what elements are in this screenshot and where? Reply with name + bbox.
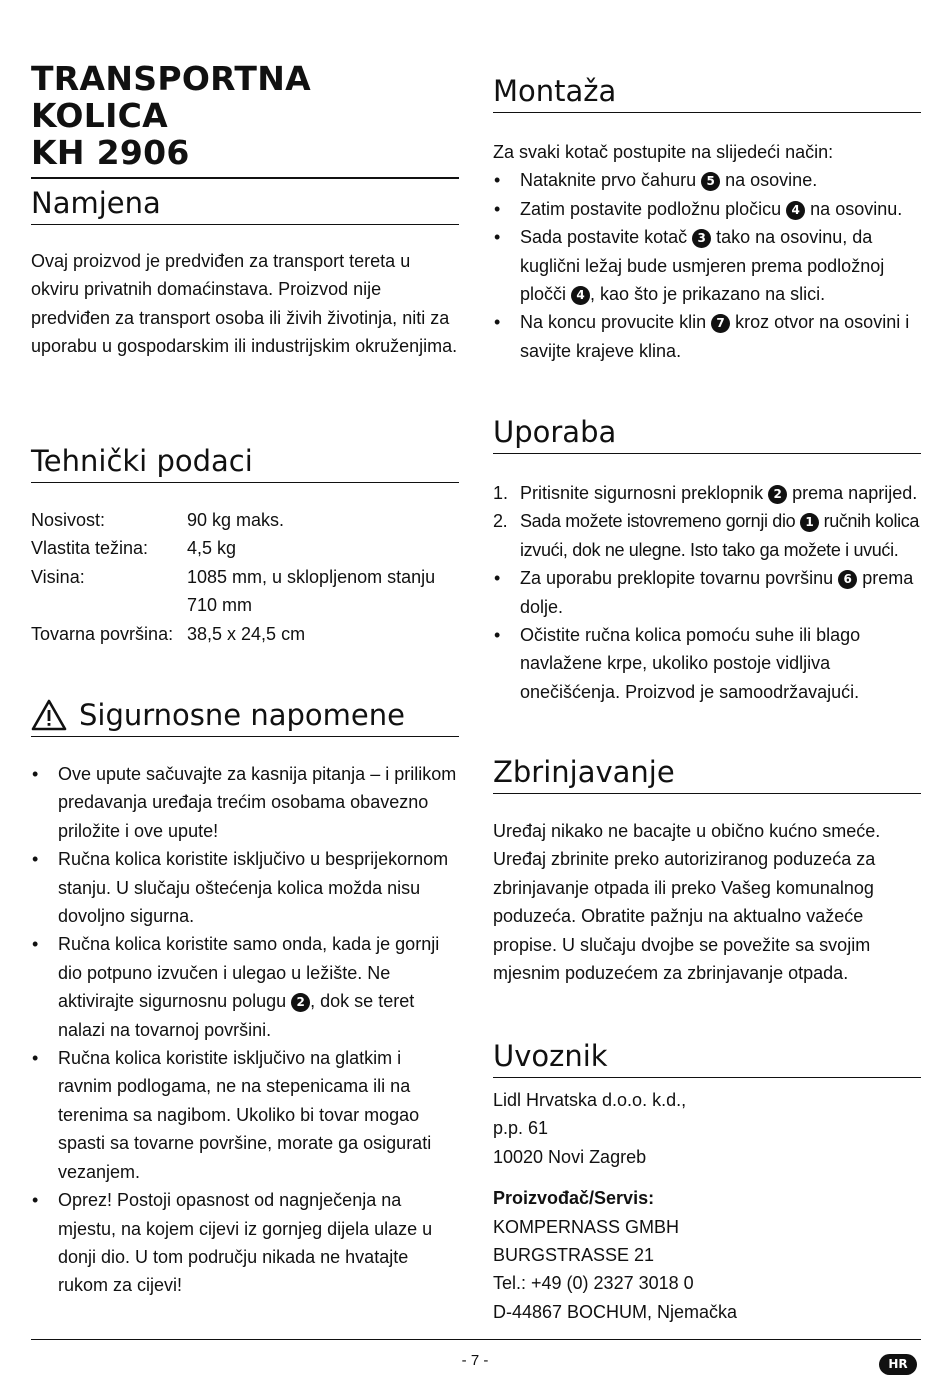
list-item-text: Oprez! Postoji opasnost od nagnječenja na mjestu, na kojem cijevi iz gornjeg dijela ulaze u donji dio. U tom području nikada ne hvatajte rukom za cijevi! bbox=[58, 1190, 433, 1296]
spec-row bbox=[31, 620, 459, 648]
list-item-text: prema dolje. bbox=[520, 568, 914, 617]
list-item-text: kroz otvor na osovini i savijte krajeve klina. bbox=[520, 312, 910, 361]
page-number: - 7 - bbox=[461, 1352, 489, 1369]
spec-row bbox=[31, 563, 459, 620]
warning-triangle-icon bbox=[31, 699, 67, 731]
heading-montaza-text: Montaža bbox=[493, 74, 617, 108]
list-item bbox=[31, 760, 459, 845]
list-item bbox=[31, 930, 459, 1044]
list-item-text: ručnih kolica izvući, dok ne ulegne. Isto tako ga možete i uvući. bbox=[520, 511, 920, 560]
uporaba-list bbox=[493, 564, 921, 706]
specs-table bbox=[31, 506, 459, 648]
list-item bbox=[493, 166, 921, 194]
list-item bbox=[31, 845, 459, 930]
address-line: BURGSTRASSE 21 bbox=[493, 1245, 655, 1266]
list-item-text: Za uporabu preklopite tovarnu površinu bbox=[520, 568, 834, 589]
section-zbrinjavanje bbox=[493, 755, 921, 987]
section-montaza bbox=[493, 74, 921, 365]
part-number-badge: 1 bbox=[800, 513, 819, 532]
address-line: KOMPERNASS GMBH bbox=[493, 1216, 680, 1237]
document-title bbox=[31, 60, 459, 179]
namjena-text: Ovaj proizvod je predviđen za transport tereta u okviru privatnih domaćinstava. Proizvod nije predviđen za transport osoba ili živih životinja, niti za uporabu u gospodarskim ili industrijskim okruženjima. bbox=[31, 251, 458, 357]
part-number-badge: 2 bbox=[768, 485, 787, 504]
list-item-text: Sada postavite kotač bbox=[520, 227, 688, 248]
spec-label: Vlastita težina: bbox=[31, 538, 149, 559]
list-item-text: prema naprijed. bbox=[792, 483, 918, 503]
section-tehnicki-podaci bbox=[31, 444, 459, 648]
part-number-badge: 3 bbox=[692, 229, 711, 248]
step-number: 2. bbox=[493, 511, 508, 532]
part-number-badge: 7 bbox=[711, 314, 730, 333]
spec-value: 1085 mm, u sklopljenom stanju 710 mm bbox=[187, 566, 436, 616]
montaza-list bbox=[493, 166, 921, 365]
list-item-text: , kao što je prikazano na slici. bbox=[590, 284, 826, 305]
list-item bbox=[31, 1186, 459, 1300]
heading-montaza bbox=[493, 74, 921, 113]
part-number-badge: 5 bbox=[701, 172, 720, 191]
heading-uporaba-text: Uporaba bbox=[493, 415, 617, 449]
list-item bbox=[493, 564, 921, 621]
language-badge: HR bbox=[879, 1354, 917, 1375]
step-number: 1. bbox=[493, 483, 509, 503]
part-number-badge: 2 bbox=[291, 993, 310, 1012]
spec-label: Visina: bbox=[31, 566, 85, 587]
spec-value: 4,5 kg bbox=[187, 538, 237, 559]
list-item-text: tako na osovinu, da kuglični ležaj bude usmjeren prema podložnoj pločči bbox=[520, 227, 885, 305]
title-line-1: TRANSPORTNA KOLICA bbox=[31, 59, 311, 135]
uporaba-steps bbox=[493, 479, 921, 564]
heading-namjena bbox=[31, 186, 459, 225]
heading-uporaba bbox=[493, 415, 921, 454]
montaza-intro: Za svaki kotač postupite na slijedeći način: bbox=[493, 142, 834, 162]
list-item-text: , dok se teret nalazi na tovarnoj površini. bbox=[58, 991, 415, 1040]
part-number-badge: 4 bbox=[571, 286, 590, 305]
safety-list bbox=[31, 760, 459, 1300]
heading-sigurnosne-text: Sigurnosne napomene bbox=[79, 698, 405, 732]
spec-value: 38,5 x 24,5 cm bbox=[187, 623, 306, 644]
list-item bbox=[493, 223, 921, 308]
section-uporaba bbox=[493, 415, 921, 706]
list-item-text: Očistite ručna kolica pomoću suhe ili blago navlažene krpe, ukoliko postoje vidljiva onečišćenja. Proizvod je samoodržavajući. bbox=[520, 625, 861, 702]
spec-value: 90 kg maks. bbox=[187, 510, 285, 530]
heading-zbrinjavanje-text: Zbrinjavanje bbox=[493, 755, 675, 789]
zbrinjavanje-text: Uređaj nikako ne bacajte u obično kućno smeće. Uređaj zbrinite preko autoriziranog poduzeća za zbrinjavanje otpada ili preko Vašeg komunalnog poduzeća. Obratite pažnju na aktualno važeće propise. U slučaju dvojbe se povežite sa svojim mjesnim poduzećem za zbrinjavanje otpada. bbox=[493, 821, 881, 984]
heading-namjena-text: Namjena bbox=[31, 186, 161, 220]
list-item bbox=[493, 308, 921, 365]
heading-tehnicki-text: Tehnički podaci bbox=[31, 444, 253, 478]
spec-label: Nosivost: bbox=[31, 510, 106, 530]
address-line: 10020 Novi Zagreb bbox=[493, 1146, 647, 1167]
list-item-text: na osovine. bbox=[725, 170, 818, 191]
address-line: D-44867 BOCHUM, Njemačka bbox=[493, 1301, 738, 1322]
list-item-text: Ove upute sačuvajte za kasnija pitanja – i prilikom predavanja uređaja trećim osobama obavezno priložite i ove upute! bbox=[58, 764, 457, 841]
list-item-text: Zatim postavite podložnu pločicu bbox=[520, 198, 782, 219]
list-item-text: Nataknite prvo čahuru bbox=[520, 170, 697, 191]
manufacturer-address bbox=[493, 1184, 921, 1326]
heading-tehnicki-podaci bbox=[31, 444, 459, 483]
heading-uvoznik-text: Uvoznik bbox=[493, 1039, 608, 1073]
list-item-text: Sada možete istovremeno gornji dio bbox=[520, 511, 796, 532]
list-item bbox=[493, 479, 921, 507]
spec-row bbox=[31, 534, 459, 562]
spec-row bbox=[31, 506, 459, 534]
title-line-2: KH 2906 bbox=[31, 133, 190, 172]
address-line: p.p. 61 bbox=[493, 1118, 549, 1139]
list-item bbox=[31, 1044, 459, 1186]
list-item-text: Ručna kolica koristite samo onda, kada je gornji dio potpuno izvučen i ulegao u ležište. Ne aktivirajte sigurnosnu polugu bbox=[58, 934, 440, 1012]
footer-divider bbox=[31, 1339, 921, 1340]
list-item-text: Ručna kolica koristite isključivo na glatkim i ravnim podlogama, ne na stepenicama ili na terenima sa nagibom. Ukoliko bi tovar mogao spasti sa tovarne površine, morate ga osigurati vezanjem. bbox=[58, 1048, 432, 1182]
list-item-text: na osovinu. bbox=[810, 198, 903, 219]
address-line: Lidl Hrvatska d.o.o. k.d., bbox=[493, 1090, 687, 1110]
list-item-text: Pritisnite sigurnosni preklopnik bbox=[520, 483, 764, 503]
part-number-badge: 6 bbox=[838, 570, 857, 589]
heading-sigurnosne-napomene bbox=[31, 698, 459, 737]
section-uvoznik bbox=[493, 1039, 921, 1326]
heading-zbrinjavanje bbox=[493, 755, 921, 794]
spec-label: Tovarna površina: bbox=[31, 623, 174, 644]
section-namjena bbox=[31, 186, 459, 361]
list-item-text: Ručna kolica koristite isključivo u besprijekornom stanju. U slučaju oštećenja kolica možda nisu dovoljno sigurna. bbox=[58, 849, 449, 927]
heading-uvoznik bbox=[493, 1039, 921, 1078]
manufacturer-label: Proizvođač/Servis: bbox=[493, 1188, 655, 1209]
part-number-badge: 4 bbox=[786, 201, 805, 220]
list-item bbox=[493, 507, 921, 564]
list-item bbox=[493, 195, 921, 223]
list-item-text: Na koncu provucite klin bbox=[520, 312, 707, 333]
importer-address bbox=[493, 1086, 921, 1171]
list-item bbox=[493, 621, 921, 706]
address-line: Tel.: +49 (0) 2327 3018 0 bbox=[493, 1273, 694, 1294]
section-sigurnosne-napomene bbox=[31, 698, 459, 1300]
